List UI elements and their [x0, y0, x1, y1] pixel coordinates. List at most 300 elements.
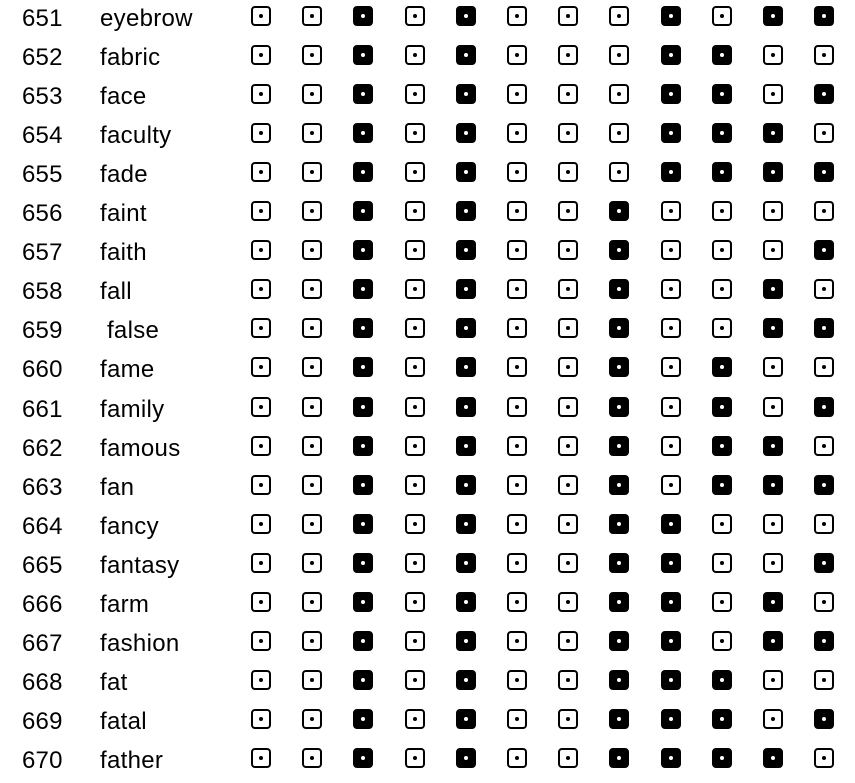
- empty-square-dot-icon: [302, 631, 322, 651]
- filled-square-dot-icon: [456, 201, 476, 221]
- filled-square-dot-icon: [609, 201, 629, 221]
- empty-square-dot-icon: [405, 748, 425, 768]
- filled-square-dot-icon: [712, 436, 732, 456]
- table-row: [0, 510, 855, 549]
- empty-square-dot-icon: [661, 279, 681, 299]
- empty-square-dot-icon: [405, 201, 425, 221]
- empty-square-dot-icon: [405, 123, 425, 143]
- empty-square-dot-icon: [507, 670, 527, 690]
- filled-square-dot-icon: [456, 436, 476, 456]
- empty-square-dot-icon: [405, 553, 425, 573]
- empty-square-dot-icon: [405, 670, 425, 690]
- empty-square-dot-icon: [507, 279, 527, 299]
- filled-square-dot-icon: [353, 279, 373, 299]
- filled-square-dot-icon: [661, 631, 681, 651]
- empty-square-dot-icon: [763, 357, 783, 377]
- filled-square-dot-icon: [456, 670, 476, 690]
- filled-square-dot-icon: [661, 592, 681, 612]
- empty-square-dot-icon: [302, 553, 322, 573]
- table-row: [0, 236, 855, 275]
- row-word: famous: [100, 434, 181, 462]
- row-word: fame: [100, 356, 155, 384]
- table-row: [0, 41, 855, 80]
- table-row: [0, 666, 855, 705]
- filled-square-dot-icon: [661, 123, 681, 143]
- empty-square-dot-icon: [251, 162, 271, 182]
- empty-square-dot-icon: [302, 475, 322, 495]
- filled-square-dot-icon: [763, 279, 783, 299]
- row-number: 652: [22, 44, 63, 72]
- filled-square-dot-icon: [763, 631, 783, 651]
- empty-square-dot-icon: [507, 397, 527, 417]
- empty-square-dot-icon: [405, 162, 425, 182]
- empty-square-dot-icon: [251, 592, 271, 612]
- row-word: fashion: [100, 629, 180, 657]
- empty-square-dot-icon: [405, 318, 425, 338]
- filled-square-dot-icon: [661, 553, 681, 573]
- empty-square-dot-icon: [558, 631, 578, 651]
- empty-square-dot-icon: [302, 123, 322, 143]
- empty-square-dot-icon: [507, 436, 527, 456]
- row-word: farm: [100, 590, 150, 618]
- filled-square-dot-icon: [609, 748, 629, 768]
- empty-square-dot-icon: [814, 514, 834, 534]
- table-row: [0, 588, 855, 627]
- filled-square-dot-icon: [609, 709, 629, 729]
- filled-square-dot-icon: [814, 709, 834, 729]
- filled-square-dot-icon: [353, 436, 373, 456]
- empty-square-dot-icon: [712, 6, 732, 26]
- empty-square-dot-icon: [609, 84, 629, 104]
- empty-square-dot-icon: [763, 553, 783, 573]
- row-word: face: [100, 83, 147, 111]
- empty-square-dot-icon: [814, 123, 834, 143]
- filled-square-dot-icon: [353, 201, 373, 221]
- empty-square-dot-icon: [302, 6, 322, 26]
- empty-square-dot-icon: [507, 240, 527, 260]
- filled-square-dot-icon: [609, 475, 629, 495]
- empty-square-dot-icon: [507, 201, 527, 221]
- row-word: false: [100, 317, 160, 345]
- row-number: 657: [22, 239, 63, 267]
- empty-square-dot-icon: [558, 45, 578, 65]
- empty-square-dot-icon: [405, 84, 425, 104]
- row-number: 656: [22, 200, 63, 228]
- empty-square-dot-icon: [507, 162, 527, 182]
- filled-square-dot-icon: [814, 318, 834, 338]
- empty-square-dot-icon: [507, 45, 527, 65]
- empty-square-dot-icon: [251, 397, 271, 417]
- empty-square-dot-icon: [507, 84, 527, 104]
- filled-square-dot-icon: [609, 631, 629, 651]
- empty-square-dot-icon: [558, 279, 578, 299]
- filled-square-dot-icon: [661, 514, 681, 534]
- empty-square-dot-icon: [661, 475, 681, 495]
- empty-square-dot-icon: [712, 318, 732, 338]
- filled-square-dot-icon: [456, 279, 476, 299]
- filled-square-dot-icon: [814, 6, 834, 26]
- filled-square-dot-icon: [763, 436, 783, 456]
- table-row: [0, 2, 855, 41]
- empty-square-dot-icon: [558, 6, 578, 26]
- filled-square-dot-icon: [712, 45, 732, 65]
- empty-square-dot-icon: [251, 436, 271, 456]
- empty-square-dot-icon: [251, 45, 271, 65]
- empty-square-dot-icon: [712, 631, 732, 651]
- empty-square-dot-icon: [763, 709, 783, 729]
- empty-square-dot-icon: [405, 45, 425, 65]
- empty-square-dot-icon: [251, 318, 271, 338]
- empty-square-dot-icon: [507, 748, 527, 768]
- empty-square-dot-icon: [302, 162, 322, 182]
- row-number: 669: [22, 707, 63, 735]
- filled-square-dot-icon: [353, 748, 373, 768]
- empty-square-dot-icon: [609, 45, 629, 65]
- empty-square-dot-icon: [661, 357, 681, 377]
- filled-square-dot-icon: [456, 84, 476, 104]
- empty-square-dot-icon: [763, 240, 783, 260]
- empty-square-dot-icon: [251, 553, 271, 573]
- filled-square-dot-icon: [712, 162, 732, 182]
- row-word: faculty: [100, 122, 172, 150]
- row-word: faith: [100, 239, 147, 267]
- empty-square-dot-icon: [507, 553, 527, 573]
- row-word: fall: [100, 278, 132, 306]
- filled-square-dot-icon: [353, 357, 373, 377]
- filled-square-dot-icon: [456, 514, 476, 534]
- filled-square-dot-icon: [712, 475, 732, 495]
- table-row: [0, 197, 855, 236]
- row-word: father: [100, 746, 164, 774]
- empty-square-dot-icon: [712, 279, 732, 299]
- table-row: [0, 393, 855, 432]
- empty-square-dot-icon: [712, 201, 732, 221]
- empty-square-dot-icon: [251, 514, 271, 534]
- empty-square-dot-icon: [251, 631, 271, 651]
- filled-square-dot-icon: [353, 240, 373, 260]
- empty-square-dot-icon: [405, 631, 425, 651]
- row-number: 664: [22, 512, 63, 540]
- empty-square-dot-icon: [661, 240, 681, 260]
- empty-square-dot-icon: [405, 240, 425, 260]
- row-number: 660: [22, 356, 63, 384]
- filled-square-dot-icon: [712, 709, 732, 729]
- empty-square-dot-icon: [302, 84, 322, 104]
- table-row: [0, 549, 855, 588]
- empty-square-dot-icon: [609, 123, 629, 143]
- row-word: fantasy: [100, 551, 180, 579]
- empty-square-dot-icon: [661, 436, 681, 456]
- empty-square-dot-icon: [558, 670, 578, 690]
- filled-square-dot-icon: [353, 553, 373, 573]
- empty-square-dot-icon: [251, 123, 271, 143]
- filled-square-dot-icon: [814, 162, 834, 182]
- empty-square-dot-icon: [558, 397, 578, 417]
- row-word: family: [100, 395, 165, 423]
- table-row: [0, 432, 855, 471]
- filled-square-dot-icon: [814, 475, 834, 495]
- row-number: 667: [22, 629, 63, 657]
- filled-square-dot-icon: [456, 631, 476, 651]
- empty-square-dot-icon: [558, 748, 578, 768]
- table-row: [0, 158, 855, 197]
- row-number: 658: [22, 278, 63, 306]
- row-word: fabric: [100, 44, 161, 72]
- filled-square-dot-icon: [763, 748, 783, 768]
- empty-square-dot-icon: [558, 84, 578, 104]
- empty-square-dot-icon: [251, 6, 271, 26]
- filled-square-dot-icon: [712, 748, 732, 768]
- filled-square-dot-icon: [763, 6, 783, 26]
- filled-square-dot-icon: [456, 6, 476, 26]
- table-row: [0, 627, 855, 666]
- empty-square-dot-icon: [251, 475, 271, 495]
- empty-square-dot-icon: [507, 709, 527, 729]
- empty-square-dot-icon: [558, 514, 578, 534]
- filled-square-dot-icon: [353, 6, 373, 26]
- empty-square-dot-icon: [302, 514, 322, 534]
- empty-square-dot-icon: [609, 162, 629, 182]
- row-word: fatal: [100, 707, 147, 735]
- filled-square-dot-icon: [353, 318, 373, 338]
- row-word: faint: [100, 200, 147, 228]
- empty-square-dot-icon: [712, 592, 732, 612]
- filled-square-dot-icon: [353, 84, 373, 104]
- empty-square-dot-icon: [558, 357, 578, 377]
- filled-square-dot-icon: [353, 709, 373, 729]
- filled-square-dot-icon: [609, 357, 629, 377]
- empty-square-dot-icon: [251, 357, 271, 377]
- empty-square-dot-icon: [814, 592, 834, 612]
- filled-square-dot-icon: [712, 357, 732, 377]
- filled-square-dot-icon: [661, 162, 681, 182]
- empty-square-dot-icon: [558, 553, 578, 573]
- empty-square-dot-icon: [763, 397, 783, 417]
- empty-square-dot-icon: [251, 279, 271, 299]
- empty-square-dot-icon: [558, 709, 578, 729]
- row-number: 651: [22, 5, 63, 32]
- empty-square-dot-icon: [405, 475, 425, 495]
- filled-square-dot-icon: [353, 397, 373, 417]
- filled-square-dot-icon: [456, 240, 476, 260]
- empty-square-dot-icon: [763, 45, 783, 65]
- empty-square-dot-icon: [814, 201, 834, 221]
- filled-square-dot-icon: [456, 357, 476, 377]
- filled-square-dot-icon: [763, 123, 783, 143]
- filled-square-dot-icon: [456, 475, 476, 495]
- row-number: 662: [22, 434, 63, 462]
- empty-square-dot-icon: [814, 748, 834, 768]
- empty-square-dot-icon: [814, 357, 834, 377]
- empty-square-dot-icon: [251, 670, 271, 690]
- empty-square-dot-icon: [661, 397, 681, 417]
- empty-square-dot-icon: [251, 84, 271, 104]
- filled-square-dot-icon: [456, 397, 476, 417]
- empty-square-dot-icon: [558, 592, 578, 612]
- filled-square-dot-icon: [609, 553, 629, 573]
- empty-square-dot-icon: [661, 201, 681, 221]
- filled-square-dot-icon: [456, 162, 476, 182]
- empty-square-dot-icon: [507, 318, 527, 338]
- empty-square-dot-icon: [302, 709, 322, 729]
- empty-square-dot-icon: [405, 397, 425, 417]
- table-row: [0, 119, 855, 158]
- filled-square-dot-icon: [712, 123, 732, 143]
- filled-square-dot-icon: [763, 475, 783, 495]
- empty-square-dot-icon: [558, 123, 578, 143]
- filled-square-dot-icon: [609, 279, 629, 299]
- filled-square-dot-icon: [609, 318, 629, 338]
- filled-square-dot-icon: [353, 514, 373, 534]
- filled-square-dot-icon: [609, 670, 629, 690]
- empty-square-dot-icon: [302, 397, 322, 417]
- empty-square-dot-icon: [814, 279, 834, 299]
- filled-square-dot-icon: [456, 553, 476, 573]
- filled-square-dot-icon: [763, 162, 783, 182]
- empty-square-dot-icon: [712, 240, 732, 260]
- empty-square-dot-icon: [405, 6, 425, 26]
- row-number: 659: [22, 317, 63, 345]
- empty-square-dot-icon: [302, 592, 322, 612]
- filled-square-dot-icon: [712, 397, 732, 417]
- filled-square-dot-icon: [609, 592, 629, 612]
- filled-square-dot-icon: [814, 397, 834, 417]
- filled-square-dot-icon: [763, 592, 783, 612]
- filled-square-dot-icon: [456, 45, 476, 65]
- empty-square-dot-icon: [302, 45, 322, 65]
- filled-square-dot-icon: [814, 240, 834, 260]
- row-number: 655: [22, 161, 63, 189]
- empty-square-dot-icon: [814, 436, 834, 456]
- empty-square-dot-icon: [302, 670, 322, 690]
- empty-square-dot-icon: [405, 709, 425, 729]
- empty-square-dot-icon: [558, 318, 578, 338]
- filled-square-dot-icon: [712, 670, 732, 690]
- filled-square-dot-icon: [661, 45, 681, 65]
- empty-square-dot-icon: [507, 514, 527, 534]
- row-word: eyebrow: [100, 5, 193, 32]
- table-row: [0, 744, 855, 783]
- empty-square-dot-icon: [814, 670, 834, 690]
- filled-square-dot-icon: [353, 631, 373, 651]
- row-number: 661: [22, 395, 63, 423]
- filled-square-dot-icon: [814, 553, 834, 573]
- row-word: fancy: [100, 512, 159, 540]
- empty-square-dot-icon: [251, 748, 271, 768]
- empty-square-dot-icon: [558, 475, 578, 495]
- empty-square-dot-icon: [302, 748, 322, 768]
- filled-square-dot-icon: [609, 436, 629, 456]
- empty-square-dot-icon: [558, 436, 578, 456]
- empty-square-dot-icon: [814, 45, 834, 65]
- empty-square-dot-icon: [405, 592, 425, 612]
- filled-square-dot-icon: [353, 162, 373, 182]
- filled-square-dot-icon: [814, 84, 834, 104]
- empty-square-dot-icon: [251, 201, 271, 221]
- empty-square-dot-icon: [763, 84, 783, 104]
- filled-square-dot-icon: [456, 318, 476, 338]
- empty-square-dot-icon: [609, 6, 629, 26]
- empty-square-dot-icon: [405, 514, 425, 534]
- row-number: 663: [22, 473, 63, 501]
- empty-square-dot-icon: [763, 201, 783, 221]
- filled-square-dot-icon: [353, 670, 373, 690]
- empty-square-dot-icon: [251, 240, 271, 260]
- row-word: fat: [100, 668, 128, 696]
- filled-square-dot-icon: [661, 748, 681, 768]
- row-number: 670: [22, 746, 63, 774]
- empty-square-dot-icon: [712, 553, 732, 573]
- filled-square-dot-icon: [456, 748, 476, 768]
- filled-square-dot-icon: [763, 318, 783, 338]
- filled-square-dot-icon: [661, 709, 681, 729]
- table-row: [0, 314, 855, 353]
- table-row: [0, 353, 855, 392]
- row-word: fan: [100, 473, 135, 501]
- filled-square-dot-icon: [712, 84, 732, 104]
- empty-square-dot-icon: [507, 6, 527, 26]
- empty-square-dot-icon: [558, 240, 578, 260]
- empty-square-dot-icon: [251, 709, 271, 729]
- row-number: 653: [22, 83, 63, 111]
- filled-square-dot-icon: [353, 45, 373, 65]
- empty-square-dot-icon: [405, 279, 425, 299]
- filled-square-dot-icon: [353, 475, 373, 495]
- empty-square-dot-icon: [712, 514, 732, 534]
- row-word: fade: [100, 161, 148, 189]
- table-row: [0, 275, 855, 314]
- filled-square-dot-icon: [456, 123, 476, 143]
- empty-square-dot-icon: [302, 240, 322, 260]
- empty-square-dot-icon: [302, 201, 322, 221]
- empty-square-dot-icon: [507, 631, 527, 651]
- empty-square-dot-icon: [405, 436, 425, 456]
- table-row: [0, 705, 855, 744]
- empty-square-dot-icon: [405, 357, 425, 377]
- filled-square-dot-icon: [456, 592, 476, 612]
- filled-square-dot-icon: [661, 84, 681, 104]
- row-number: 666: [22, 590, 63, 618]
- row-number: 668: [22, 668, 63, 696]
- filled-square-dot-icon: [609, 240, 629, 260]
- filled-square-dot-icon: [661, 670, 681, 690]
- filled-square-dot-icon: [456, 709, 476, 729]
- empty-square-dot-icon: [507, 123, 527, 143]
- filled-square-dot-icon: [814, 631, 834, 651]
- table-row: [0, 471, 855, 510]
- row-number: 665: [22, 551, 63, 579]
- empty-square-dot-icon: [558, 201, 578, 221]
- filled-square-dot-icon: [609, 514, 629, 534]
- empty-square-dot-icon: [507, 357, 527, 377]
- empty-square-dot-icon: [302, 357, 322, 377]
- filled-square-dot-icon: [661, 6, 681, 26]
- empty-square-dot-icon: [507, 475, 527, 495]
- empty-square-dot-icon: [507, 592, 527, 612]
- filled-square-dot-icon: [609, 397, 629, 417]
- row-number: 654: [22, 122, 63, 150]
- empty-square-dot-icon: [302, 436, 322, 456]
- filled-square-dot-icon: [353, 123, 373, 143]
- table-row: [0, 80, 855, 119]
- empty-square-dot-icon: [763, 670, 783, 690]
- empty-square-dot-icon: [763, 514, 783, 534]
- filled-square-dot-icon: [353, 592, 373, 612]
- empty-square-dot-icon: [302, 279, 322, 299]
- empty-square-dot-icon: [661, 318, 681, 338]
- empty-square-dot-icon: [302, 318, 322, 338]
- empty-square-dot-icon: [558, 162, 578, 182]
